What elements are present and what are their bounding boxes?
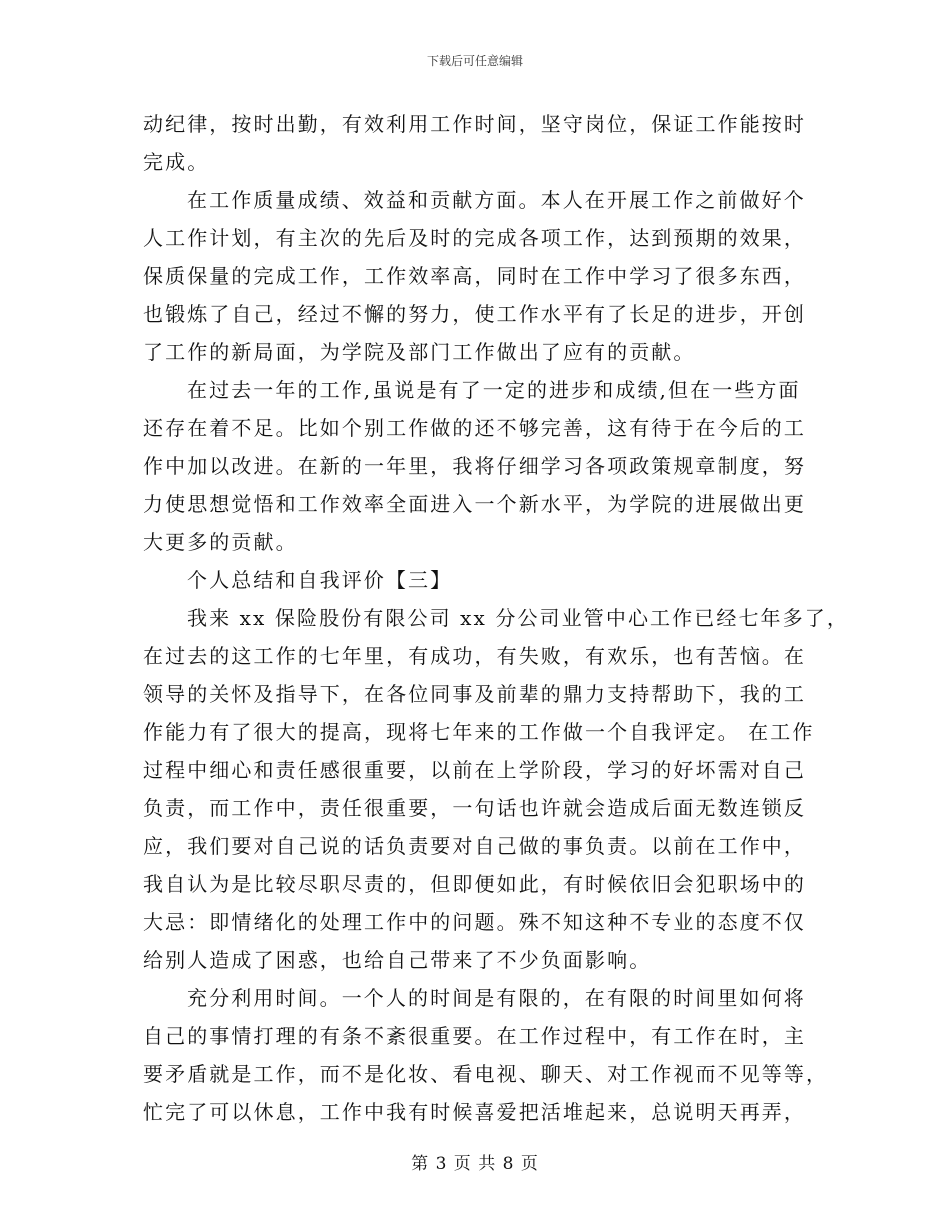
text-line: 人工作计划，有主次的先后及时的完成各项工作，达到预期的效果， xyxy=(143,226,806,250)
text-line: 忙完了可以休息，工作中我有时候喜爱把活堆起来，总说明天再弄， xyxy=(143,1100,806,1124)
page-number: 第 3 页 共 8 页 xyxy=(411,1154,539,1174)
text-line: 自己的事情打理的有条不紊很重要。在工作过程中，有工作在时，主 xyxy=(143,1024,806,1048)
text-line: 在过去的这工作的七年里，有成功，有失败，有欢乐，也有苦恼。在 xyxy=(143,644,806,668)
text-line: 过程中细心和责任感很重要，以前在上学阶段，学习的好坏需对自己 xyxy=(143,758,806,782)
text-line: 在过去一年的工作,虽说是有了一定的进步和成绩,但在一些方面 xyxy=(187,378,801,402)
text-line: 大更多的贡献。 xyxy=(143,530,298,554)
text-line: 在工作质量成绩、效益和贡献方面。本人在开展工作之前做好个 xyxy=(187,188,806,212)
text-line: 还存在着不足。比如个别工作做的还不够完善，这有待于在今后的工 xyxy=(143,416,806,440)
text-line: 作中加以改进。在新的一年里，我将仔细学习各项政策规章制度，努 xyxy=(143,454,806,478)
text-line: 也锻炼了自己，经过不懈的努力，使工作水平有了长足的进步，开创 xyxy=(143,302,806,326)
text-line: 负责，而工作中，责任很重要，一句话也许就会造成后面无数连锁反 xyxy=(143,796,806,820)
text-line: 我自认为是比较尽职尽责的，但即便如此，有时候依旧会犯职场中的 xyxy=(143,872,806,896)
text-line: 动纪律，按时出勤，有效利用工作时间，坚守岗位，保证工作能按时 xyxy=(143,112,806,136)
text-line: 作能力有了很大的提高，现将七年来的工作做一个自我评定。 在工作 xyxy=(143,720,815,744)
section-heading: 个人总结和自我评价【三】 xyxy=(187,568,453,592)
text-line: 完成。 xyxy=(143,150,210,174)
text-line: 我来 xx 保险股份有限公司 xx 分公司业管中心工作已经七年多了， xyxy=(187,606,849,630)
text-line: 给别人造成了困惑，也给自己带来了不少负面影响。 xyxy=(143,948,652,972)
text-line: 了工作的新局面，为学院及部门工作做出了应有的贡献。 xyxy=(143,340,696,364)
text-line: 要矛盾就是工作，而不是化妆、看电视、聊天、对工作视而不见等等， xyxy=(143,1062,829,1086)
text-line: 大忌：即情绪化的处理工作中的问题。殊不知这种不专业的态度不仅 xyxy=(143,910,806,934)
text-line: 保质保量的完成工作，工作效率高，同时在工作中学习了很多东西， xyxy=(143,264,806,288)
page-header: 下载后可任意编辑 xyxy=(426,54,523,68)
text-line: 充分利用时间。一个人的时间是有限的，在有限的时间里如何将 xyxy=(187,986,806,1010)
text-line: 力使思想觉悟和工作效率全面进入一个新水平，为学院的进展做出更 xyxy=(143,492,806,516)
document-body xyxy=(143,105,849,1131)
text-line: 领导的关怀及指导下，在各位同事及前辈的鼎力支持帮助下，我的工 xyxy=(143,682,806,706)
text-line: 应，我们要对自己说的话负责要对自己做的事负责。以前在工作中， xyxy=(143,834,806,858)
